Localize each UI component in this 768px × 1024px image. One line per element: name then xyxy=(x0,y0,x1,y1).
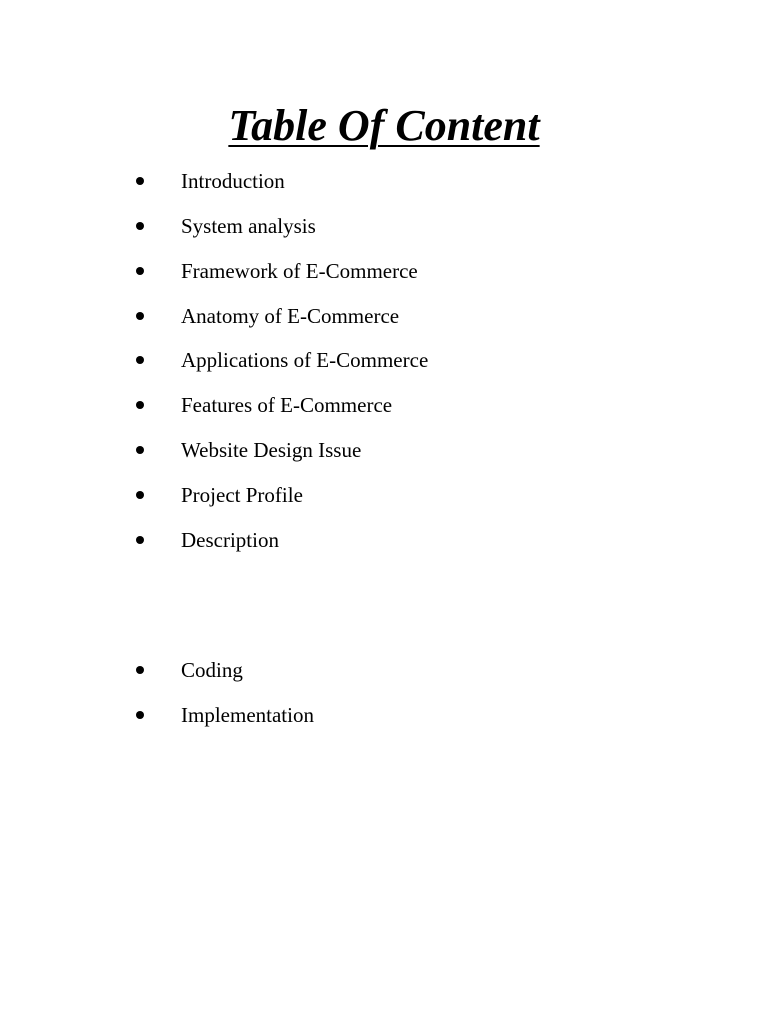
toc-item-introduction xyxy=(0,166,768,196)
toc-item-coding xyxy=(0,655,768,685)
toc-item-label: Framework of E-Commerce xyxy=(181,259,418,283)
toc-item-label: Coding xyxy=(181,658,243,682)
toc-item-label: Project Profile xyxy=(181,483,303,507)
toc-item-anatomy xyxy=(0,301,768,331)
page-title-text: Table Of Content xyxy=(228,101,540,150)
toc-item-label: Applications of E-Commerce xyxy=(181,348,429,372)
bullet-icon xyxy=(136,177,144,185)
bullet-icon xyxy=(136,446,144,454)
bullet-icon xyxy=(136,536,144,544)
toc-item-implementation xyxy=(0,700,768,730)
bullet-icon xyxy=(136,356,144,364)
toc-item-project-profile xyxy=(0,480,768,510)
toc-item-label: Implementation xyxy=(181,703,314,727)
bullet-icon xyxy=(136,267,144,275)
toc-item-features xyxy=(0,390,768,420)
toc-item-system-analysis xyxy=(0,211,768,241)
toc-item-label: Anatomy of E-Commerce xyxy=(181,304,400,328)
toc-item-website-design xyxy=(0,435,768,465)
toc-item-label: Description xyxy=(181,528,279,552)
bullet-icon xyxy=(136,312,144,320)
toc-item-label: System analysis xyxy=(181,214,316,238)
toc-item-applications xyxy=(0,345,768,375)
toc-item-label: Website Design Issue xyxy=(181,438,362,462)
bullet-icon xyxy=(136,491,144,499)
bullet-icon xyxy=(136,401,144,409)
bullet-icon xyxy=(136,222,144,230)
toc-item-label: Features of E-Commerce xyxy=(181,393,393,417)
toc-item-framework xyxy=(0,256,768,286)
toc-item-label: Introduction xyxy=(181,169,285,193)
bullet-icon xyxy=(136,666,144,674)
bullet-icon xyxy=(136,711,144,719)
toc-item-description xyxy=(0,525,768,555)
